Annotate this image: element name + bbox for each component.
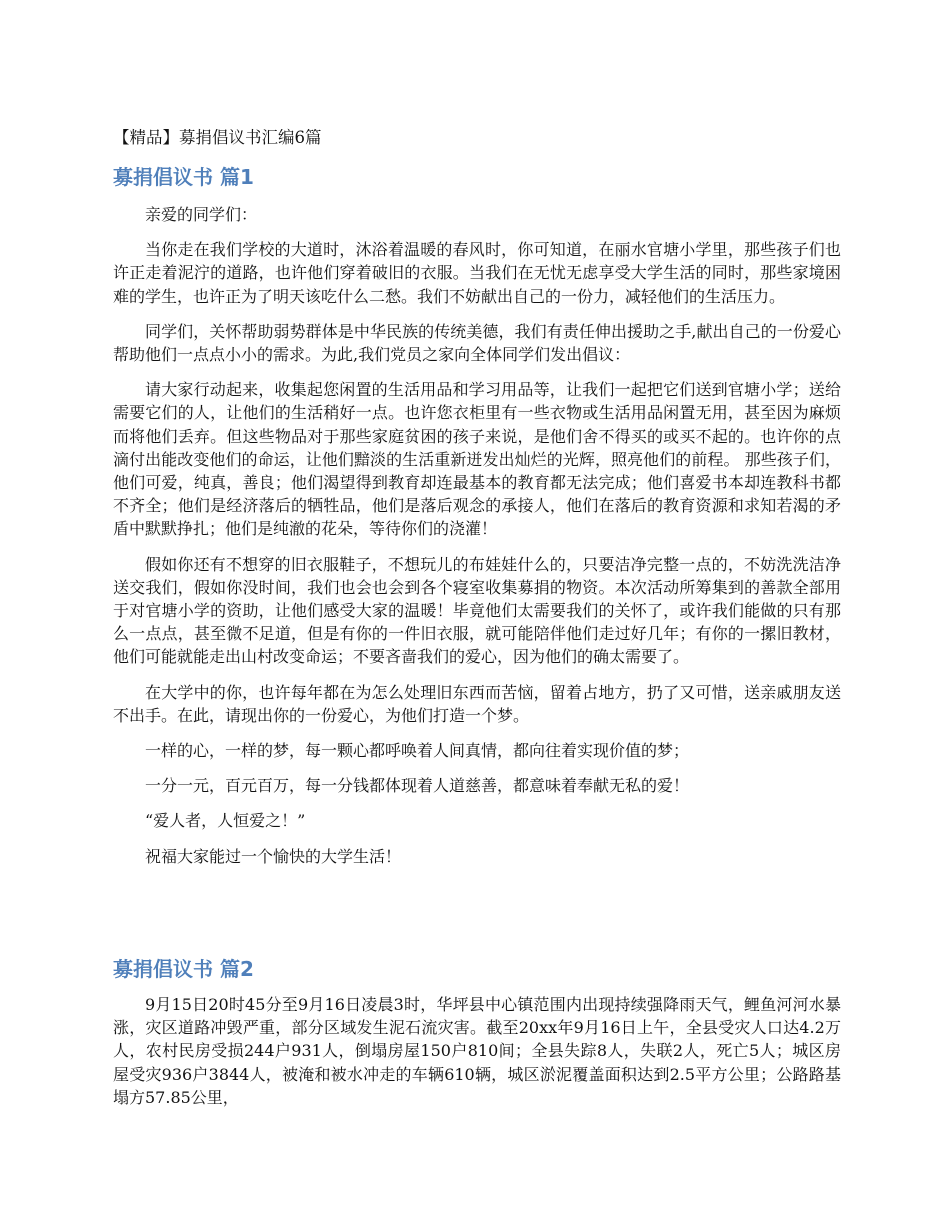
- document-title: 【精品】募捐倡议书汇编6篇: [113, 128, 322, 147]
- paragraph: 请大家行动起来，收集起您闲置的生活用品和学习用品等，让我们一起把它们送到官塘小学；送给需要它们的人，让他们的生活稍好一点。也许您衣柜里有一些衣物或生活用品闲置无用，甚至因为麻烦而将他们丢弃。但这些物品对于那些家庭贫困的孩子来说，是他们舍不得买的或买不起的。也许你的点滴付出能改变他们的命运，让他们黯淡的生活重新迸发出灿烂的光辉，照亮他们的前程。 那些孩子们，他们可爱，纯真，善良；他们渴望得到教育却连最基本的教育都无法完成；他们喜爱书本却连教科书都不齐全；他们是经济落后的牺牲品，他们是落后观念的承接人，他们在落后的教育资源和求知若渴的矛盾中默默挣扎；他们是纯澈的花朵，等待你们的浇灌！: [113, 380, 841, 539]
- section-body-2: [113, 993, 841, 1121]
- paragraph: 亲爱的同学们：: [145, 205, 258, 224]
- paragraph: 祝福大家能过一个愉快的大学生活！: [145, 846, 402, 866]
- section-body-1: [113, 203, 841, 880]
- paragraph: 当你走在我们学校的大道时，沐浴着温暖的春风时，你可知道，在丽水官塘小学里，那些孩子们也许正走着泥泞的道路，也许他们穿着破旧的衣服。当我们在无忧无虑享受大学生活的同时，那些家境困难的学生，也许正为了明天该吃什么二愁。我们不妨献出自己的一份力，减轻他们的生活压力。: [113, 240, 841, 306]
- section-heading-2: 募捐倡议书 篇2: [113, 957, 254, 981]
- paragraph: 同学们，关怀帮助弱势群体是中华民族的传统美德，我们有责任伸出援助之手,献出自己的一份爱心帮助他们一点点小小的需求。为此,我们党员之家向全体同学们发出倡议：: [113, 321, 841, 365]
- paragraph: 假如你还有不想穿的旧衣服鞋子，不想玩儿的布娃娃什么的，只要洁净完整一点的，不妨洗洗洁净送交我们，假如你没时间，我们也会也会到各个寝室收集募捐的物资。本次活动所筹集到的善款全部用于对官塘小学的资助，让他们感受大家的温暖！毕竟他们太需要我们的关怀了，或许我们能做的只有那么一点点，甚至微不足道，但是有你的一件旧衣服，就可能陪伴他们走过好几年；有你的一摞旧教材，他们可能就能走出山村改变命运；不要吝啬我们的爱心，因为他们的确太需要了。: [113, 554, 841, 667]
- paragraph: 一分一元，百元百万，每一分钱都体现着人道慈善，都意味着奉献无私的爱！: [145, 776, 690, 796]
- paragraph: “爱人者，人恒爱之！”: [145, 811, 306, 831]
- paragraph: 9月15日20时45分至9月16日凌晨3时，华坪县中心镇范围内出现持续强降雨天气，鲤鱼河河水暴涨，灾区道路冲毁严重，部分区域发生泥石流灾害。截至20xx年9月16日上午，全县受灾人口达4.2万人，农村民房受损244户931人，倒塌房屋150户810间；全县失踪8人，失联2人，死亡5人；城区房屋受灾936户3844人，被淹和被水冲走的车辆610辆，城区淤泥覆盖面积达到2.5平方公里；公路路基塌方57.85公里，: [113, 995, 841, 1107]
- paragraph: 在大学中的你，也许每年都在为怎么处理旧东西而苦恼，留着占地方，扔了又可惜，送亲戚朋友送不出手。在此，请现出你的一份爱心，为他们打造一个梦。: [113, 682, 841, 725]
- paragraph: 一样的心，一样的梦，每一颗心都呼唤着人间真情，都向往着实现价值的梦；: [145, 741, 690, 761]
- section-heading-1: 募捐倡议书 篇1: [113, 165, 254, 189]
